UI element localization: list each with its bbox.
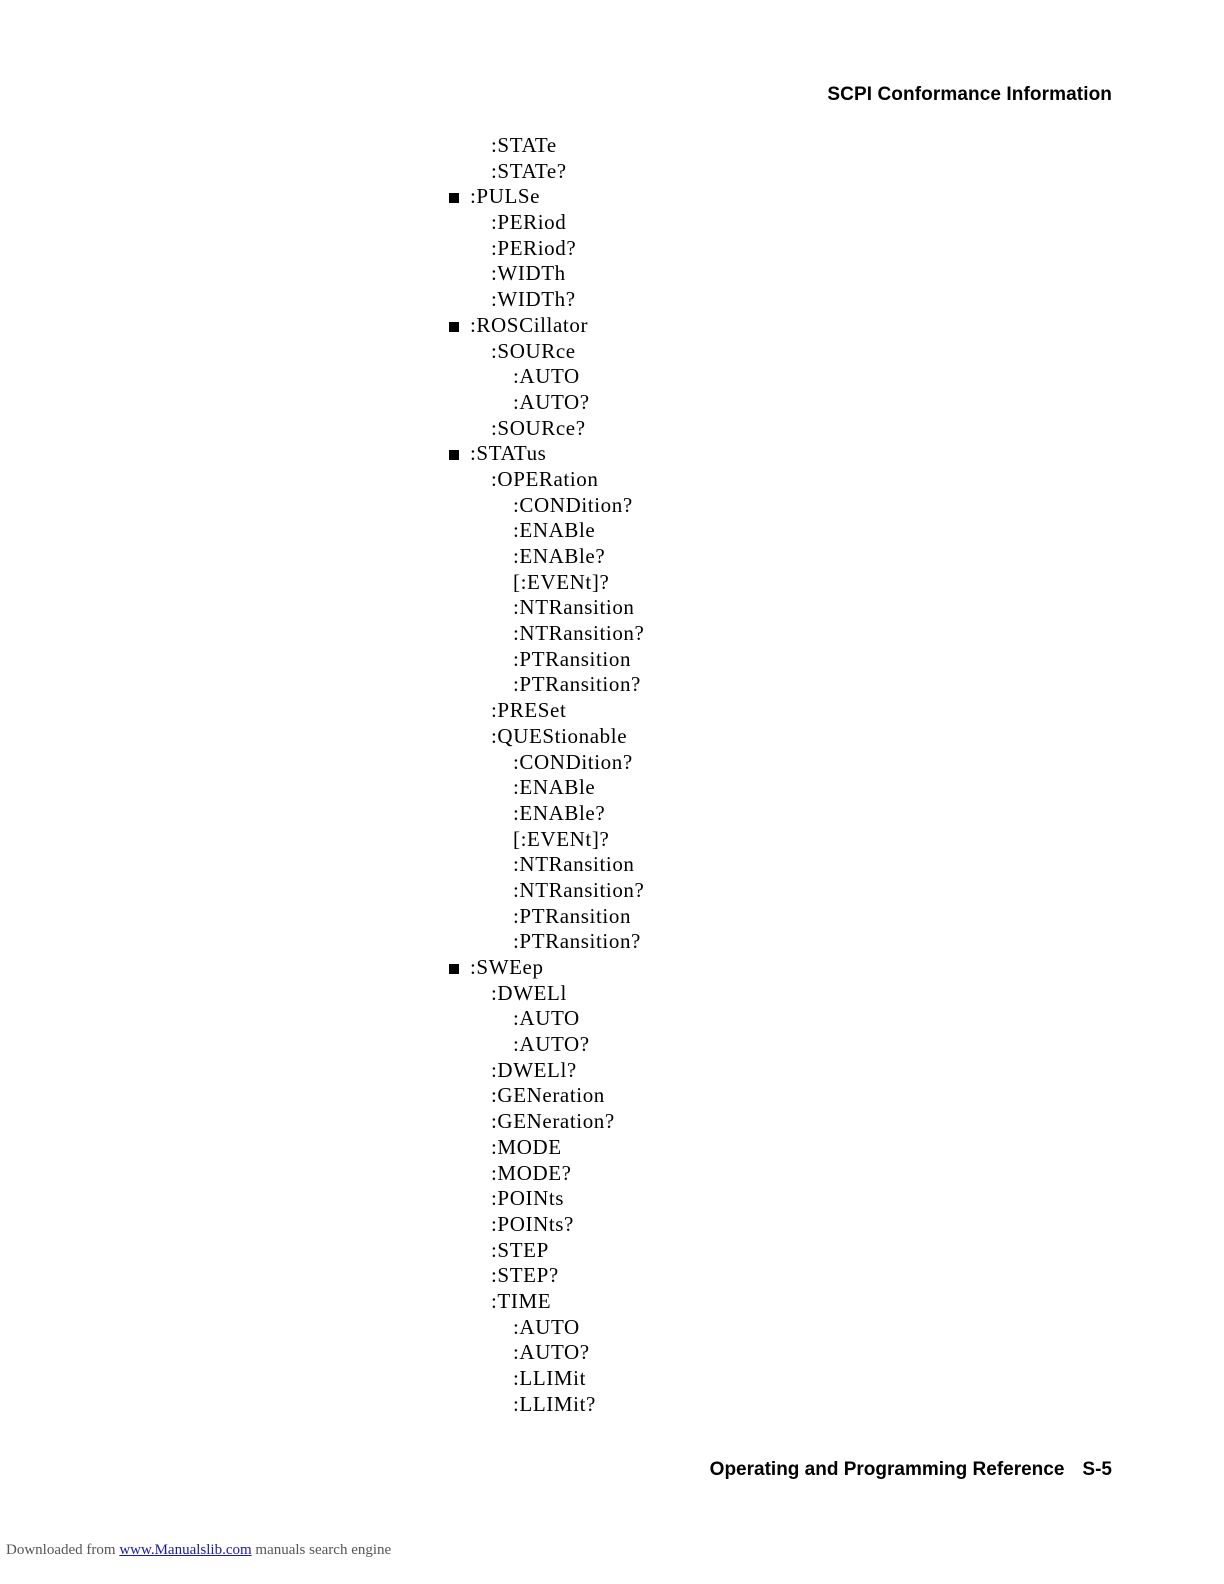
tree-item bbox=[0, 775, 644, 801]
footer-section-title: Operating and Programming Reference bbox=[709, 1459, 1065, 1480]
tree-item bbox=[0, 133, 644, 159]
square-bullet-icon bbox=[449, 193, 459, 203]
tree-item bbox=[0, 1263, 644, 1289]
tree-item-label: :SOURce? bbox=[491, 415, 586, 440]
tree-item bbox=[0, 184, 644, 210]
tree-item bbox=[0, 1161, 644, 1187]
tree-item bbox=[0, 467, 644, 493]
tree-item bbox=[0, 595, 644, 621]
tree-item-label: :PERiod? bbox=[491, 235, 577, 260]
tree-item bbox=[0, 236, 644, 262]
tree-item-label: :NTRansition? bbox=[513, 877, 645, 902]
tree-item-label: :AUTO bbox=[513, 1314, 580, 1339]
tree-item-label: :SWEep bbox=[470, 955, 544, 979]
square-bullet-icon bbox=[449, 322, 459, 332]
tree-item bbox=[0, 647, 644, 673]
tree-item-label: :LLIMit? bbox=[513, 1391, 596, 1416]
tree-item-label: :PTRansition? bbox=[513, 672, 641, 697]
tree-item bbox=[0, 1135, 644, 1161]
tree-item-label: :MODE? bbox=[491, 1160, 572, 1185]
tree-item bbox=[0, 364, 644, 390]
tree-item-label: :WIDTh bbox=[491, 261, 566, 286]
tree-item-label: :PTRansition bbox=[513, 903, 632, 928]
tree-item bbox=[0, 1212, 644, 1238]
tree-item bbox=[0, 441, 644, 467]
page-number: S-5 bbox=[1082, 1459, 1112, 1480]
tree-item bbox=[0, 621, 644, 647]
tree-item-label: :POINts bbox=[491, 1186, 565, 1211]
tree-item bbox=[0, 570, 644, 596]
tree-item bbox=[0, 493, 644, 519]
tree-item bbox=[0, 416, 644, 442]
tree-item-label: :ENABle? bbox=[513, 800, 606, 825]
tree-item bbox=[0, 210, 644, 236]
tree-item-label: :GENeration? bbox=[491, 1109, 615, 1134]
tree-item-label: :TIME bbox=[491, 1288, 552, 1313]
tree-item bbox=[0, 339, 644, 365]
tree-item-label: :AUTO? bbox=[513, 389, 590, 414]
tree-item bbox=[0, 159, 644, 185]
square-bullet-icon bbox=[449, 964, 459, 974]
tree-item bbox=[0, 827, 644, 853]
tree-item-label: [:EVENt]? bbox=[513, 569, 610, 594]
tree-item bbox=[0, 878, 644, 904]
tree-item bbox=[0, 1186, 644, 1212]
page-footer bbox=[710, 1459, 1112, 1481]
tree-item-label: :CONDition? bbox=[513, 749, 633, 774]
square-bullet-icon bbox=[449, 450, 459, 460]
tree-item-label: :GENeration bbox=[491, 1083, 605, 1108]
download-attribution bbox=[6, 1542, 391, 1559]
tree-item bbox=[0, 544, 644, 570]
tree-item-label: [:EVENt]? bbox=[513, 826, 610, 851]
tree-item-label: :PTRansition? bbox=[513, 929, 641, 954]
tree-item bbox=[0, 1366, 644, 1392]
tree-item-label: :PULSe bbox=[470, 184, 541, 209]
tree-item bbox=[0, 698, 644, 724]
tree-item bbox=[0, 1083, 644, 1109]
tree-item-label: :AUTO? bbox=[513, 1340, 590, 1365]
tree-item bbox=[0, 750, 644, 776]
tree-item bbox=[0, 672, 644, 698]
tree-item-label: :ENABle? bbox=[513, 544, 606, 568]
tree-item-label: :ENABle bbox=[513, 518, 596, 543]
page-header-title: SCPI Conformance Information bbox=[827, 84, 1112, 105]
tree-item bbox=[0, 390, 644, 416]
tree-item-label: :PTRansition bbox=[513, 646, 632, 671]
tree-item-label: :ROSCillator bbox=[470, 312, 589, 337]
tree-item bbox=[0, 1340, 644, 1366]
tree-item-label: :STEP bbox=[491, 1237, 549, 1262]
tree-item-label: :WIDTh? bbox=[491, 287, 576, 312]
tree-item bbox=[0, 287, 644, 313]
tree-item-label: :AUTO? bbox=[513, 1032, 590, 1057]
tree-item-label: :AUTO bbox=[513, 364, 580, 389]
tree-item bbox=[0, 955, 644, 981]
tree-item-label: :PRESet bbox=[491, 698, 567, 723]
tree-item-label: :OPERation bbox=[491, 466, 599, 491]
tree-item bbox=[0, 724, 644, 750]
tree-item bbox=[0, 313, 644, 339]
tree-item bbox=[0, 1006, 644, 1032]
tree-item-label: :STEP? bbox=[491, 1263, 559, 1288]
tree-item-label: :STATe bbox=[491, 133, 557, 157]
tree-item bbox=[0, 1392, 644, 1418]
download-prefix: Downloaded from bbox=[6, 1542, 116, 1558]
tree-item bbox=[0, 852, 644, 878]
tree-item-label: :MODE bbox=[491, 1134, 562, 1159]
tree-item-label: :NTRansition? bbox=[513, 621, 645, 646]
tree-item bbox=[0, 1058, 644, 1084]
tree-item bbox=[0, 1032, 644, 1058]
tree-item-label: :NTRansition bbox=[513, 852, 635, 877]
tree-item-label: :CONDition? bbox=[513, 492, 633, 517]
tree-item-label: :DWELl bbox=[491, 980, 567, 1005]
tree-item-label: :PERiod bbox=[491, 210, 567, 235]
tree-item bbox=[0, 1238, 644, 1264]
tree-item bbox=[0, 1289, 644, 1315]
tree-item-label: :QUEStionable bbox=[491, 723, 628, 748]
tree-item bbox=[0, 1109, 644, 1135]
tree-item-label: :LLIMit bbox=[513, 1366, 587, 1390]
tree-item-label: :AUTO bbox=[513, 1006, 580, 1031]
tree-item-label: :DWELl? bbox=[491, 1057, 577, 1082]
download-suffix: manuals search engine bbox=[255, 1542, 392, 1558]
tree-item bbox=[0, 929, 644, 955]
tree-item-label: :SOURce bbox=[491, 338, 576, 363]
manualslib-link[interactable]: www.Manualslib.com bbox=[119, 1542, 252, 1558]
tree-item-label: :ENABle bbox=[513, 775, 596, 800]
tree-item bbox=[0, 801, 644, 827]
tree-item-label: :STATus bbox=[470, 441, 547, 466]
tree-item-label: :STATe? bbox=[491, 158, 567, 183]
scpi-command-tree bbox=[0, 133, 644, 1417]
tree-item-label: :NTRansition bbox=[513, 595, 635, 620]
tree-item bbox=[0, 904, 644, 930]
tree-item bbox=[0, 981, 644, 1007]
tree-item bbox=[0, 261, 644, 287]
tree-item-label: :POINts? bbox=[491, 1211, 574, 1236]
tree-item bbox=[0, 1315, 644, 1341]
tree-item bbox=[0, 518, 644, 544]
